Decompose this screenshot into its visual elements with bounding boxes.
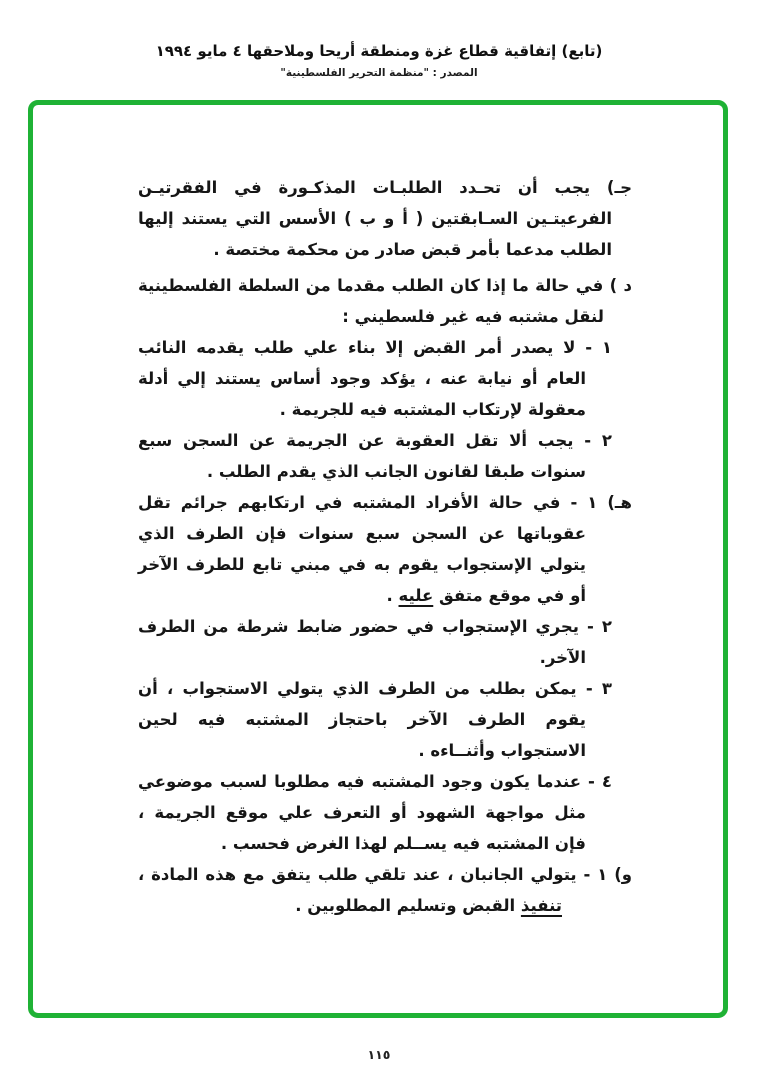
- clause-dal: [138, 270, 632, 332]
- clause-waw-item-1-text: و) ١ - يتولي الجانبان ، عند تلقي طلب يتفق مع هذه المادة ،: [138, 865, 633, 884]
- clause-ha-item-1: [138, 487, 632, 611]
- clause-ha-item-3: [138, 673, 632, 766]
- clause-dal-item-1-text: ١ - لا يصدر أمر القبض إلا بناء علي طلب يقدمه النائب العام أو نيابة عنه ، يؤكد وجود أساس يستند إلي أدلة معقولة لإرتكاب المشتبه فيه للجريمة .: [138, 338, 612, 419]
- document-body: [138, 172, 632, 921]
- clause-ha-item-4-text: ٤ - عندما يكون وجود المشتبه فيه مطلوبا لسبب موضوعي مثل مواجهة الشهود أو التعرف علي موقع الجريمة ، فإن المشتبه فيه يســلم لهذا الغرض فحسب .: [138, 772, 612, 853]
- clause-dal-item-1: [138, 332, 632, 425]
- clause-ha-item-2-text: ٢ - يجري الإستجواب في حضور ضابط شرطة من الطرف الآخر.: [138, 617, 612, 667]
- clause-ha-item-1-text: .: [386, 586, 399, 605]
- clause-dal-text: د ) في حالة ما إذا كان الطلب مقدما من السلطة الفلسطينية لنقل مشتبه فيه غير فلسطيني :: [138, 276, 632, 326]
- clause-ha-item-2: [138, 611, 632, 673]
- clause-ha-item-4: [138, 766, 632, 859]
- clause-jeem: [138, 172, 632, 265]
- clause-ha-item-1-text: هـ) ١ - في حالة الأفراد المشتبه في ارتكابهم جرائم تقل عقوباتها عن السجن سبع سنوات فإن الطرف الذي يتولي الإستجواب يقوم به في مبني تابع للطرف الآخر أو في موقع متفق: [138, 493, 632, 605]
- clause-dal-item-2-text: ٢ - يجب ألا تقل العقوبة عن الجريمة عن السجن سبع سنوات طبقا لقانون الجانب الذي يقدم الطلب .: [138, 431, 612, 481]
- document-title: (تابع) إتفاقية قطاع غزة ومنطقة أريحا وملاحقها ٤ مايو ١٩٩٤: [155, 42, 603, 60]
- clause-ha-item-1-underlined-word: عليه: [398, 586, 434, 605]
- clause-waw-item-1-underlined-word: تنفيذ: [520, 896, 562, 915]
- clause-dal-item-2: [138, 425, 632, 487]
- clause-ha-item-3-text: ٣ - يمكن بطلب من الطرف الذي يتولي الاستجواب ، أن يقوم الطرف الآخر باحتجاز المشتبه فيه لحين الاستجواب وأثنــاءه .: [138, 679, 612, 760]
- document-source: المصدر : "منظمة التحرير الفلسطينية": [280, 67, 478, 79]
- clause-jeem-text: جـ) يجب أن تحـدد الطلبـات المذكـورة في الفقرتيـن الفرعيتـين السـابقتين ( أ و ب ) الأسس التي يستند إليها الطلب مدعما بأمر قبض صادر من محكمة مختصة .: [138, 178, 632, 259]
- page-number: ١١٥: [367, 1047, 391, 1062]
- clause-waw-item-1: [138, 859, 632, 921]
- document-header: [0, 42, 758, 79]
- clause-waw-item-1-text: القبض وتسليم المطلوبين .: [295, 896, 521, 915]
